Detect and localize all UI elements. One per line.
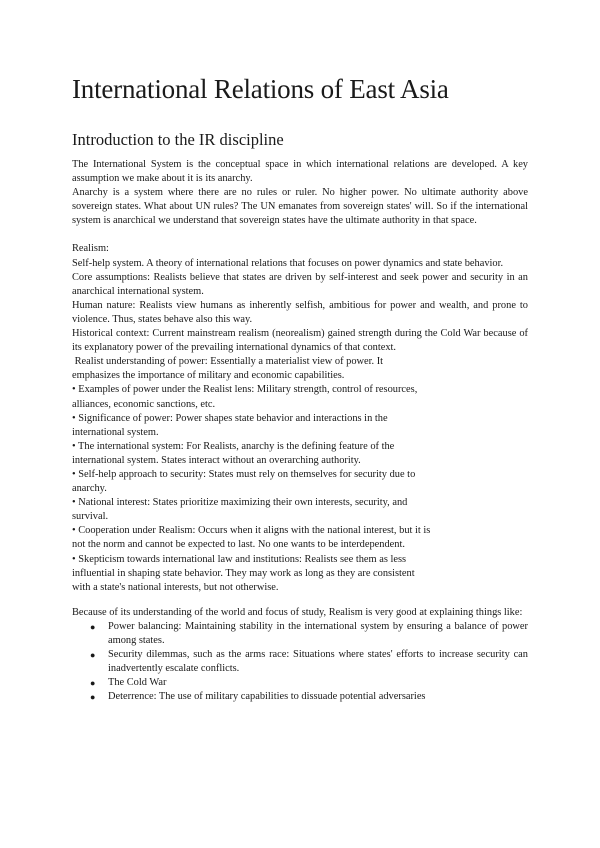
power-line: international system. xyxy=(72,426,159,438)
power-line: • Cooperation under Realism: Occurs when it aligns with the national interest, but it is xyxy=(72,525,431,537)
bullet-list xyxy=(72,620,528,705)
paragraph-international-system: The International System is the conceptual space in which international relations are developed. A key assumption we make about it is its anarchy. xyxy=(72,159,528,185)
paragraph-human-nature: Human nature: Realists view humans as inherently selfish, ambitious for power and wealth, and prone to violence. Thus, states behave also this way. xyxy=(72,299,528,325)
bullet-icon: ● xyxy=(90,678,96,689)
power-line: • Examples of power under the Realist lens: Military strength, control of resources, xyxy=(72,384,418,396)
realism-heading: Realism: xyxy=(72,243,109,255)
power-line: emphasizes the importance of military and economic capabilities. xyxy=(72,370,345,382)
paragraph-anarchy: Anarchy is a system where there are no rules or ruler. No higher power. No ultimate authority above sovereign states. What about UN rules? The UN emanates from sovereign states' will. So if the international system is anarchical we understand that sovereign states have the ultimate authority in that space. xyxy=(72,187,528,227)
list-item xyxy=(72,648,528,676)
power-line: • Self-help approach to security: States must rely on themselves for security due to xyxy=(72,468,416,480)
paragraph-self-help: Self-help system. A theory of international relations that focuses on power dynamics and state behavior. xyxy=(72,257,504,269)
list-item-text: Power balancing: Maintaining stability in the international system by ensuring a balance of power among states. xyxy=(108,620,528,646)
list-item-text: The Cold War xyxy=(108,677,167,689)
power-line: influential in shaping state behavior. They may work as long as they are consistent xyxy=(72,567,415,579)
power-line: anarchy. xyxy=(72,483,107,495)
document-title: International Relations of East Asia xyxy=(72,74,449,104)
list-item-text: Deterrence: The use of military capabilities to dissuade potential adversaries xyxy=(108,691,426,703)
power-line: alliances, economic sanctions, etc. xyxy=(72,398,216,410)
power-line: • The international system: For Realists, anarchy is the defining feature of the xyxy=(72,440,395,452)
list-item-text: Security dilemmas, such as the arms race: Situations where states' efforts to increase security can inadvertently escalate conflicts. xyxy=(108,649,528,675)
paragraph-because: Because of its understanding of the world and focus of study, Realism is very good at explaining things like: xyxy=(72,606,523,618)
section-heading: Introduction to the IR discipline xyxy=(72,130,284,149)
power-line: Realist understanding of power: Essentially a materialist view of power. It xyxy=(72,356,384,368)
power-line: not the norm and cannot be expected to last. No one wants to be interdependent. xyxy=(72,539,405,551)
document-body xyxy=(72,158,528,704)
power-section xyxy=(72,355,528,595)
power-line: • Skepticism towards international law and institutions: Realists see them as less xyxy=(72,553,407,565)
list-item xyxy=(72,690,528,704)
bullet-icon: ● xyxy=(90,692,96,703)
list-item xyxy=(72,620,528,648)
power-line: international system. States interact without an overarching authority. xyxy=(72,454,361,466)
power-line: • National interest: States prioritize maximizing their own interests, security, and xyxy=(72,497,408,509)
power-line: with a state's national interests, but not otherwise. xyxy=(72,581,279,593)
paragraph-core-assumptions: Core assumptions: Realists believe that states are driven by self-interest and seek power and security in an anarchical international system. xyxy=(72,271,528,297)
spacer xyxy=(72,595,528,606)
power-line: • Significance of power: Power shapes state behavior and interactions in the xyxy=(72,412,388,424)
spacer xyxy=(72,228,528,242)
list-item xyxy=(72,676,528,690)
power-line: survival. xyxy=(72,511,109,523)
paragraph-historical-context: Historical context: Current mainstream realism (neorealism) gained strength during the Cold War because of its explanatory power of the prevailing international dynamics of that context. xyxy=(72,328,528,354)
bullet-icon: ● xyxy=(90,650,96,661)
bullet-icon: ● xyxy=(90,621,96,632)
